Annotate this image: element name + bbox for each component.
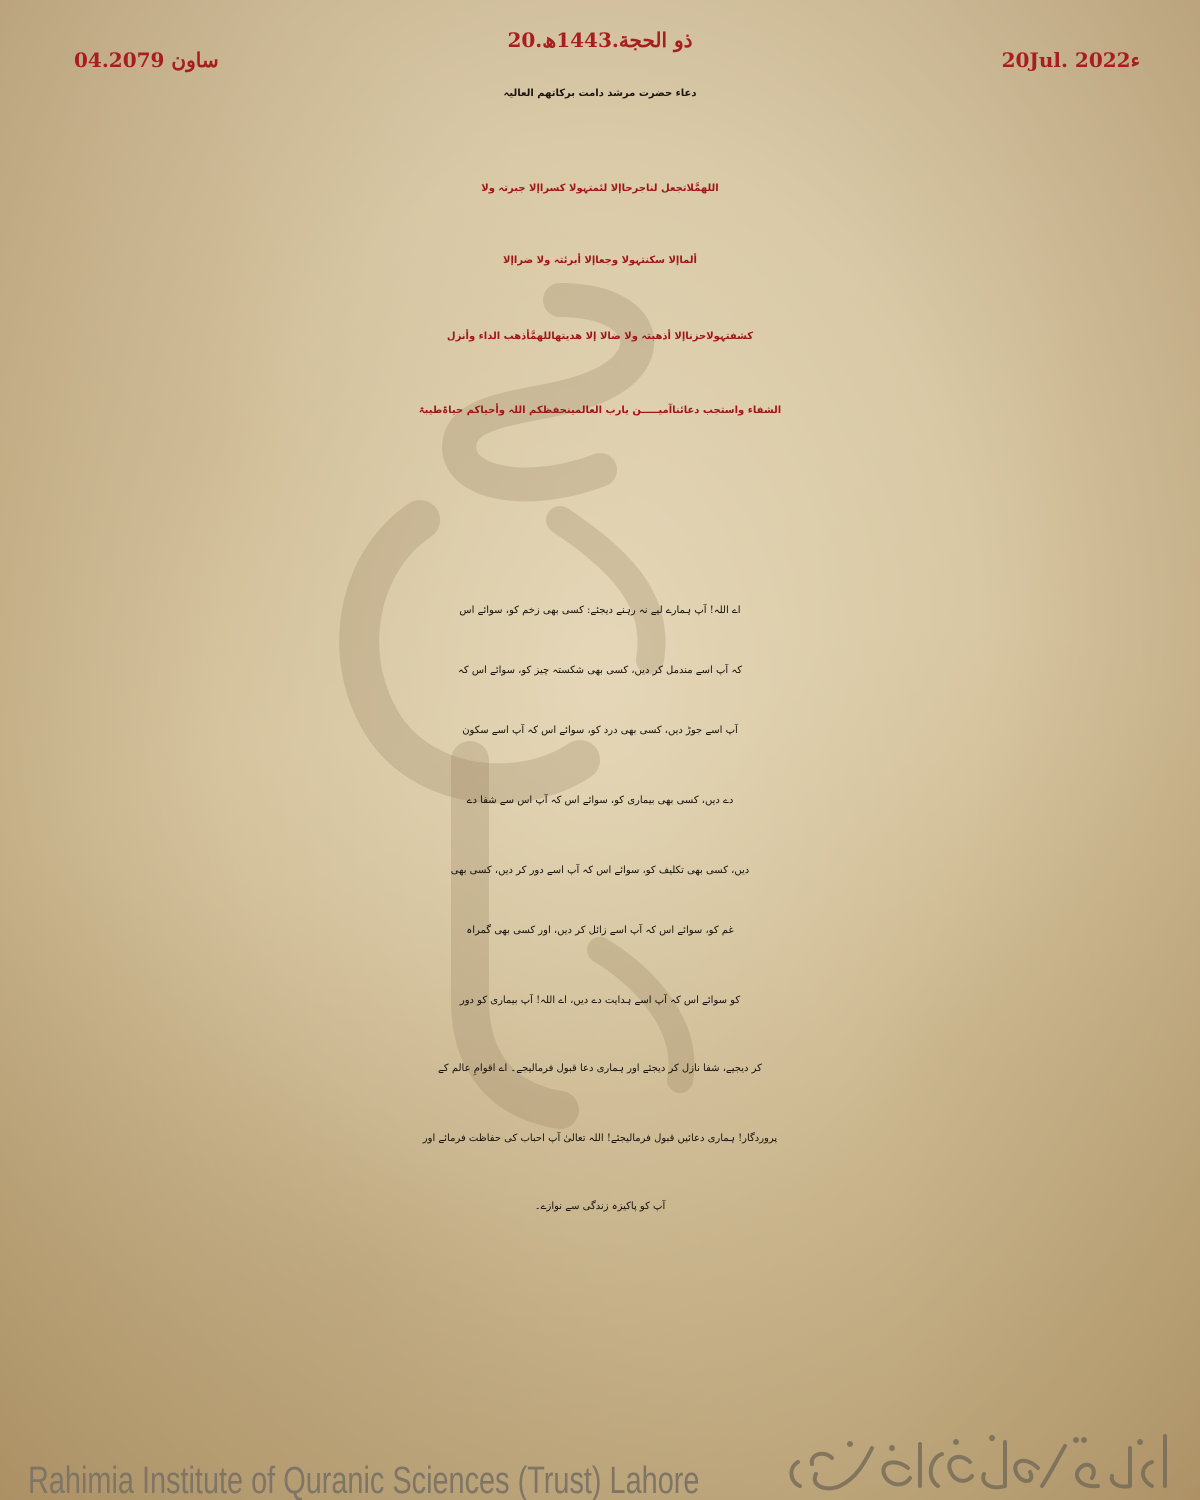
urdu-translation-line: کہ آپ اسے مندمل کر دیں، کسی بھی شکستہ چیز کو، سوائے اس کہ [458,665,742,676]
urdu-translation-line: اے اللہ! آپ ہمارے لیے نہ رہنے دیجئے: کسی بھی زخم کو، سوائے اس [459,605,741,616]
urdu-translation-line: کر دیجیے، شفا نازل کر دیجئے اور ہماری دعا قبول فرمالیجے۔ اے اقوامِ عالم کے [438,1063,762,1074]
date-hijri: 20.ذو الحجة.1443ھ [507,28,693,52]
urdu-translation-line: آپ اسے جوڑ دیں، کسی بھی درد کو، سوائے اس کہ آپ اسے سکون [462,725,738,736]
urdu-translation-line: پروردگار! ہماری دعائیں قبول فرمالیجئے! اللہ تعالیٰ آپ احباب کی حفاظت فرمائے اور [422,1133,778,1144]
arabic-dua-line: الشفاء واستجب دعائناآمیـــــن یارب العالمینحفظکم اللہ وأحیاکم حیاۃطیبۃ [418,405,782,416]
urdu-translation-line: دیں، کسی بھی تکلیف کو، سوائے اس کہ آپ اسے دور کر دیں، کسی بھی [450,865,750,876]
arabic-dua-line: کشفتہولاحزناإلا أذھبتہ ولا ضالا إلا ھدیتھاللھمَّأذھب الداء وأنزل [446,331,754,342]
institute-calligraphy-logo [780,1428,1180,1496]
arabic-dua-line: اللھمَّلاتجعل لناجرحاإلا لئمتہولا کسراإلا جبرتہ ولا [481,183,719,194]
arabic-dua-line: ألماإلا سکنتہولا وجعاإلا أبرئتہ ولا ضراإلا [503,255,697,266]
dua-title: دعاء حضرت مرشد دامت برکاتھم العالیہ [503,88,697,99]
urdu-translation-line: غم کو، سوائے اس کہ آپ اسے زائل کر دیں، اور کسی بھی گمراہ [466,925,734,936]
date-bikrami: 04.ساون 2079 [74,48,219,72]
institute-name-english: Rahimia Institute of Quranic Sciences (Trust) Lahore [28,1460,700,1500]
urdu-translation-line: کو سوائے اس کہ آپ اسے ہدایت دے دیں، اے اللہ! آپ بیماری کو دور [459,995,741,1006]
urdu-translation-line: دے دیں، کسی بھی بیماری کو، سوائے اس کہ آپ اس سے شفا دے [466,795,734,806]
date-gregorian: 20Jul. 2022ء [1001,48,1140,72]
urdu-translation-line: آپ کو پاکیزہ زندگی سے نوازے۔ [534,1201,666,1212]
